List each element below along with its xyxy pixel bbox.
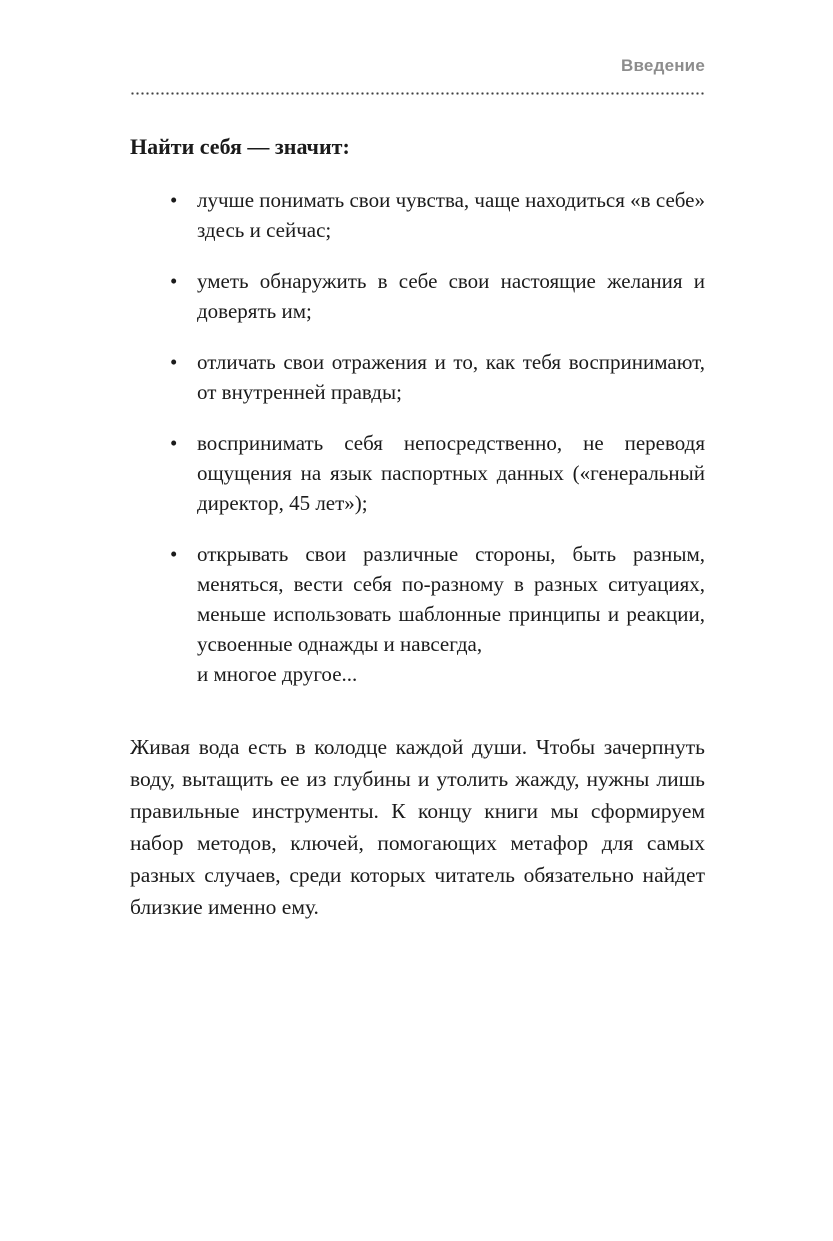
bullet-icon: • (170, 431, 178, 455)
list-item-text: отличать свои отражения и то, как тебя воспринимают, от внутренней правды; (197, 350, 705, 404)
bullet-list (130, 185, 705, 689)
list-item (170, 539, 705, 689)
section-heading: Найти себя — значит: (130, 134, 350, 159)
list-item (170, 428, 705, 518)
bullet-icon: • (170, 188, 178, 212)
bullet-icon: • (170, 269, 178, 293)
chapter-running-head: Введение (621, 56, 705, 75)
list-item-continuation: и многое другое... (197, 662, 358, 686)
list-item-text: уметь обнаружить в себе свои настоящие желания и доверять им; (197, 269, 705, 323)
list-item-text: лучше понимать свои чувства, чаще находиться «в себе» здесь и сейчас; (197, 188, 705, 242)
list-item-text: открывать свои различные стороны, быть разным, меняться, вести себя по-разному в разных ситуациях, меньше использовать шаблонные принципы и реакции, усвоенные однажды и навсегда, (197, 542, 705, 656)
bullet-icon: • (170, 542, 178, 566)
list-item (170, 185, 705, 245)
closing-paragraph: Живая вода есть в колодце каждой души. Чтобы зачерпнуть воду, вытащить ее из глубины и утолить жажду, нужны лишь правильные инструменты. К концу книги мы сформируем набор методов, ключей, помогающих метафор для самых разных случаев, среди которых читатель обязательно найдет близкие именно ему. (130, 735, 705, 919)
page-header (130, 56, 705, 95)
page-body (130, 133, 705, 923)
bullet-icon: • (170, 350, 178, 374)
list-item-text: воспринимать себя непосредственно, не переводя ощущения на язык паспортных данных («генеральный директор, 45 лет»); (197, 431, 705, 515)
list-item (170, 347, 705, 407)
dotted-divider (130, 92, 705, 95)
list-item (170, 266, 705, 326)
